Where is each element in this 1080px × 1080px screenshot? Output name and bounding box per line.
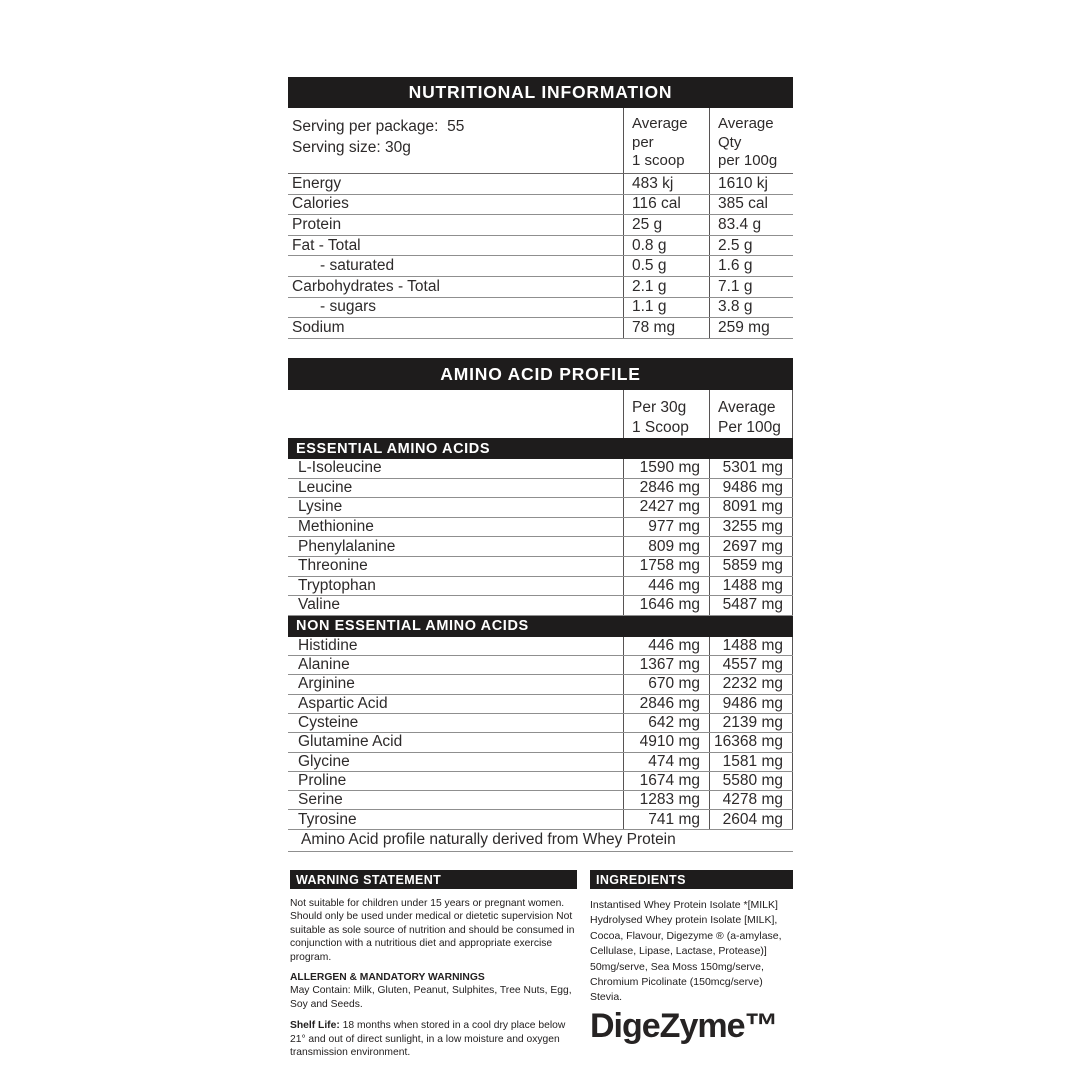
serving-size: Serving size: 30g (292, 139, 411, 156)
ingredients-section (590, 870, 793, 1046)
allergen-warnings-body: May Contain: Milk, Gluten, Peanut, Sulphites, Tree Nuts, Egg, Soy and Seeds. (290, 985, 572, 1010)
nutrition-table-header-row (288, 108, 793, 174)
amino-row-aspartic-acid: Aspartic Acid 2846 mg 9486 mg (288, 695, 793, 714)
ingredients-header: INGREDIENTS (590, 870, 793, 889)
amino-header-spacer (288, 390, 623, 438)
amino-row-lysine: Lysine 2427 mg 8091 mg (288, 498, 793, 518)
amino-row-glutamine-acid: Glutamine Acid 4910 mg 16368 mg (288, 733, 793, 752)
serving-info (288, 108, 623, 173)
amino-table-header-row (288, 390, 793, 438)
amino-row-arginine: Arginine 670 mg 2232 mg (288, 675, 793, 694)
amino-row-threonine: Threonine 1758 mg 5859 mg (288, 557, 793, 577)
amino-footnote: Amino Acid profile naturally derived from Whey Protein (288, 830, 793, 852)
table-row-sugars: - sugars 1.1 g 3.8 g (288, 298, 793, 319)
essential-amino-acids-header: ESSENTIAL AMINO ACIDS (288, 438, 793, 459)
warning-statement-header: WARNING STATEMENT (290, 870, 577, 889)
table-row-sodium: Sodium 78 mg 259 mg (288, 318, 793, 339)
amino-row-serine: Serine 1283 mg 4278 mg (288, 791, 793, 810)
nutritional-information-header: NUTRITIONAL INFORMATION (288, 77, 793, 108)
amino-row-tyrosine: Tyrosine 741 mg 2604 mg (288, 810, 793, 829)
amino-acid-profile-table (288, 358, 793, 852)
nutritional-information-table (288, 77, 793, 339)
allergen-warnings-heading: ALLERGEN & MANDATORY WARNINGS (290, 972, 485, 984)
ingredients-body: Instantised Whey Protein Isolate *[MILK] Hydrolysed Whey protein Isolate [MILK], Cocoa, Flavour, Digezyme ® (a-amylase, Cellulase, Lipase, Lactase, Protease)] 50mg/serve, Sea Moss 150mg/serve, Chromium Picolinate (150mcg/serve) Stevia. (590, 899, 782, 1004)
table-row-protein: Protein 25 g 83.4 g (288, 215, 793, 236)
shelf-life-paragraph (290, 1019, 577, 1059)
amino-acid-profile-header: AMINO ACID PROFILE (288, 358, 793, 390)
serving-per-package: Serving per package: 55 (292, 118, 465, 135)
warning-statement-section (290, 870, 577, 1059)
shelf-life-body: 18 months when stored in a cool dry place below 21° and out of direct sunlight, in a low moisture and oxygen transmission environment. (290, 1020, 566, 1059)
amino-row-histidine: Histidine 446 mg 1488 mg (288, 637, 793, 656)
amino-row-methionine: Methionine 977 mg 3255 mg (288, 518, 793, 538)
amino-row-cysteine: Cysteine 642 mg 2139 mg (288, 714, 793, 733)
table-row-fat-saturated: - saturated 0.5 g 1.6 g (288, 256, 793, 277)
amino-row-phenylalanine: Phenylalanine 809 mg 2697 mg (288, 537, 793, 557)
amino-row-alanine: Alanine 1367 mg 4557 mg (288, 656, 793, 675)
shelf-life-label: Shelf Life: (290, 1020, 340, 1032)
digezyme-logo: DigeZyme™ (590, 1006, 778, 1045)
table-row-fat-total: Fat - Total 0.8 g 2.5 g (288, 236, 793, 257)
non-essential-amino-acids-header: NON ESSENTIAL AMINO ACIDS (288, 616, 793, 637)
column-header-per-scoop: Average per 1 scoop (623, 108, 709, 173)
amino-row-tryptophan: Tryptophan 446 mg 1488 mg (288, 577, 793, 597)
column-header-per-100g: Average Qty per 100g (709, 108, 793, 173)
amino-row-glycine: Glycine 474 mg 1581 mg (288, 753, 793, 772)
table-row-energy: Energy 483 kj 1610 kj (288, 174, 793, 195)
amino-row-valine: Valine 1646 mg 5487 mg (288, 596, 793, 616)
table-row-calories: Calories 116 cal 385 cal (288, 195, 793, 216)
warning-paragraph: Not suitable for children under 15 years or pregnant women. Should only be used under medical or dietetic supervision Not suitable as sole source of nutrition and should be consumed in conjunction with a nutritious diet and appropriate exercise program. (290, 898, 575, 963)
amino-column-header-per-scoop: Per 30g 1 Scoop (623, 390, 709, 438)
amino-column-header-per-100g: Average Per 100g (709, 390, 793, 438)
amino-row-l-isoleucine: L-Isoleucine 1590 mg 5301 mg (288, 459, 793, 479)
table-row-carbohydrates-total: Carbohydrates - Total 2.1 g 7.1 g (288, 277, 793, 298)
amino-row-leucine: Leucine 2846 mg 9486 mg (288, 479, 793, 499)
amino-row-proline: Proline 1674 mg 5580 mg (288, 772, 793, 791)
